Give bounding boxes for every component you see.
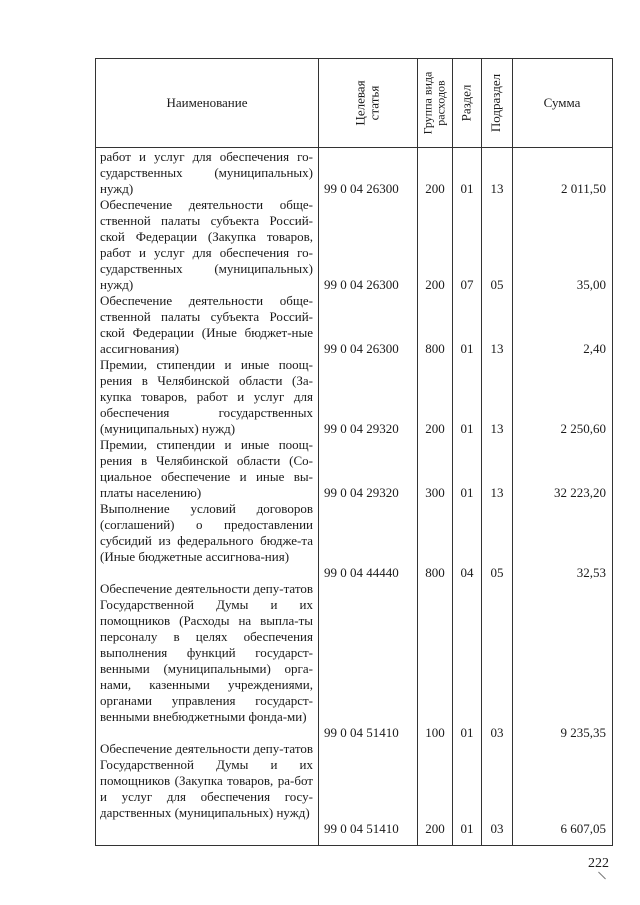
row-section: 01: [460, 725, 474, 740]
row-subsection: 13: [490, 485, 504, 500]
header-sum-label: Сумма: [543, 95, 581, 110]
row-group: 200: [425, 277, 445, 292]
row-code: 99 0 04 51410: [324, 821, 399, 836]
row-name: Обеспечение деятельности депу-татов Государственной Думы и их помощников (Расходы на выпла-ты персоналу в целях обеспечения выполнения функций государст-венными (муниципальными) орга-нами, казенными учреждениями, органами управления государст-венными внебюджетными фонда-ми): [100, 581, 313, 724]
row-name: Обеспечение деятельности обще-ственной палаты субъекта Россий-ской Федерации (Закупка товаров, работ и услуг для обеспечения го-сударственных (муниципальных) нужд): [100, 197, 313, 292]
header-name-label: Наименование: [166, 95, 248, 110]
header-group-line1: Группа вида: [420, 71, 435, 135]
row-sum: 35,00: [576, 277, 606, 292]
row-sum: 2 011,50: [560, 181, 606, 196]
row-name: Выполнение условий договоров (соглашений) о предоставлении субсидий из федерального бюдже-та (Иные бюджетные ассигнова-ния): [100, 501, 313, 564]
header-section-label: Раздел: [458, 84, 474, 122]
row-subsection: 13: [490, 181, 504, 196]
row-sum: 2 250,60: [560, 421, 606, 436]
row-section: 07: [460, 277, 474, 292]
row-group: 200: [425, 821, 445, 836]
row-group: 800: [425, 341, 445, 356]
row-group: 200: [425, 421, 445, 436]
row-subsection: 13: [490, 341, 504, 356]
header-section: [452, 59, 481, 147]
row-name: Премии, стипендии и иные поощ-рения в Челябинской области (Со-циальное обеспечение и иные вы-платы населению): [100, 437, 313, 500]
row-sum: 9 235,35: [560, 725, 606, 740]
row-code: 99 0 04 29320: [324, 485, 399, 500]
header-subsection-label: Подраздел: [488, 73, 504, 133]
row-code: 99 0 04 51410: [324, 725, 399, 740]
scan-mark: [598, 872, 606, 880]
row-group: 200: [425, 181, 445, 196]
row-name: Обеспечение деятельности обще-ственной палаты субъекта Россий-ской Федерации (Иные бюджет-ные ассигнования): [100, 293, 313, 356]
row-subsection: 05: [490, 565, 504, 580]
row-code: 99 0 04 44440: [324, 565, 399, 580]
page-number: 222: [588, 856, 609, 871]
header-code: [318, 59, 417, 147]
header-subsection: [481, 59, 512, 147]
row-name: Премии, стипендии и иные поощ-рения в Челябинской области (За-купка товаров, работ и услуг для обеспечения государственных (муниципальных) нужд): [100, 357, 313, 436]
row-group: 300: [425, 485, 445, 500]
header-sum: [512, 59, 612, 147]
row-code: 99 0 04 26300: [324, 277, 399, 292]
row-code: 99 0 04 26300: [324, 181, 399, 196]
header-group: [417, 59, 452, 147]
row-section: 01: [460, 821, 474, 836]
row-group: 800: [425, 565, 445, 580]
row-name: Обеспечение деятельности депу-татов Государственной Думы и их помощников (Закупка товаров, ра-бот и услуг для обеспечения госу-дарственных (муниципальных) нужд): [100, 741, 313, 820]
row-section: 01: [460, 485, 474, 500]
row-section: 01: [460, 341, 474, 356]
row-name: работ и услуг для обеспечения го-сударственных (муниципальных) нужд): [100, 149, 313, 196]
row-section: 01: [460, 421, 474, 436]
row-subsection: 05: [490, 277, 504, 292]
header-divider: [96, 147, 612, 148]
row-sum: 32,53: [576, 565, 606, 580]
row-code: 99 0 04 29320: [324, 421, 399, 436]
row-subsection: 03: [490, 725, 504, 740]
row-section: 04: [460, 565, 474, 580]
row-sum: 6 607,05: [560, 821, 606, 836]
row-sum: 2,40: [583, 341, 606, 356]
column-divider: [318, 59, 319, 845]
budget-table: [95, 58, 613, 846]
header-code-line2: статья: [366, 85, 382, 121]
column-divider: [512, 59, 513, 845]
header-name: [96, 59, 318, 147]
row-subsection: 13: [490, 421, 504, 436]
row-section: 01: [460, 181, 474, 196]
header-code-line1: Целевая: [352, 80, 368, 126]
header-group-line2: расходов: [433, 80, 448, 126]
row-subsection: 03: [490, 821, 504, 836]
row-code: 99 0 04 26300: [324, 341, 399, 356]
row-sum: 32 223,20: [554, 485, 606, 500]
row-group: 100: [425, 725, 445, 740]
